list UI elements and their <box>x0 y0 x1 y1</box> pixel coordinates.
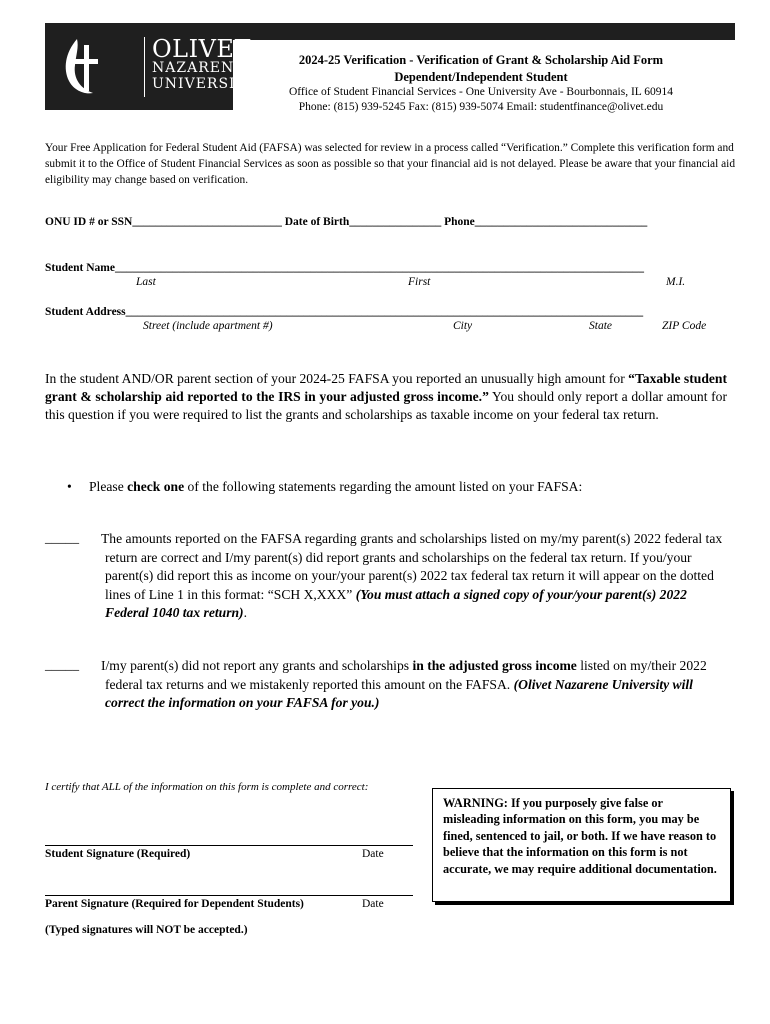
name-last-label: Last <box>136 276 156 288</box>
logo-text-olivet: OLIVET <box>152 35 251 63</box>
student-name-field[interactable]: Student Name____________________________________________________________________________________________ <box>45 262 644 274</box>
option1-checkbox-blank[interactable]: _____ <box>45 530 79 545</box>
parent-signature-line[interactable] <box>45 895 413 896</box>
name-mi-label: M.I. <box>666 276 686 288</box>
university-logo <box>45 23 257 110</box>
student-signature-line[interactable] <box>45 845 413 846</box>
name-first-label: First <box>408 276 431 288</box>
warning-box: WARNING: If you purposely give false or misleading information on this form, you may be fined, sentenced to jail, or both. If we have reason to believe that the information on this form is not accurate, we may require additional documentation. <box>432 788 731 902</box>
address-city-label: City <box>453 320 473 332</box>
parent-signature-label: Parent Signature (Required for Dependent Students) <box>45 898 304 910</box>
intro-text: Your Free Application for Federal Student Aid (FAFSA) was selected for review in a process called “Verification.” Complete this verification form and submit it to the Office of Student Financial Services as soon as possible so that your financial aid is not delayed. Please be aware that your financial aid eligibility may change based on verification. <box>45 142 736 186</box>
instruction-bullet: • Please check one of the following statements regarding the amount listed on your FAFSA: <box>67 479 583 494</box>
office-address: Office of Student Financial Services - One University Ave - Bourbonnais, IL 60914 <box>289 86 673 98</box>
logo-divider <box>144 37 145 97</box>
address-zip-label: ZIP Code <box>662 320 707 332</box>
certify-statement: I certify that ALL of the information on this form is complete and correct: <box>45 781 369 793</box>
fafsa-question-name: “Taxable student grant & scholarship aid reported to the IRS in your adjusted gross income.” <box>45 371 727 404</box>
main-paragraph: In the student AND/OR parent section of your 2024-25 FAFSA you reported an unusually high amount for “Taxable student grant & scholarship aid reported to the IRS in your adjusted gross income.” You should only report a dollar amount for this question if you were required to list the grants and scholarships as taxable income on your federal tax return. <box>45 371 727 422</box>
address-street-label: Street (include apartment #) <box>143 320 273 332</box>
flame-cross-icon <box>63 35 109 99</box>
bullet-icon: • <box>67 479 72 494</box>
address-state-label: State <box>589 320 612 332</box>
option2-checkbox-blank[interactable]: _____ <box>45 657 79 672</box>
form-subtitle: Dependent/Independent Student <box>394 70 568 84</box>
logo-text-university: UNIVERSITY <box>152 76 257 92</box>
student-address-field[interactable]: Student Address__________________________________________________________________________________________ <box>45 306 644 318</box>
student-date-label: Date <box>362 848 384 860</box>
student-signature-label: Student Signature (Required) <box>45 848 191 860</box>
id-dob-phone-field[interactable]: ONU ID # or SSN__________________________ Date of Birth________________ Phone______________________________ <box>45 216 648 228</box>
form-title: 2024-25 Verification - Verification of Grant & Scholarship Aid Form <box>298 53 664 67</box>
logo-text-nazarene: NAZARENE <box>152 60 246 76</box>
option1-text: The amounts reported on the FAFSA regarding grants and scholarships listed on my/my parent(s) 2022 federal tax return are correct and I/my parent(s) did report grants and scholarships on the federal tax return. If you/your parent(s) did report this as income on your/your parent(s) 2022 tax federal tax return it will appear on the dotted lines of Line 1 in this format: “SCH X,XXX” (You must attach a signed copy of your/your parent(s) 2022 Federal 1040 tax return). <box>101 531 723 620</box>
typed-signature-note: (Typed signatures will NOT be accepted.) <box>45 924 248 936</box>
parent-date-label: Date <box>362 898 384 910</box>
option2-text: I/my parent(s) did not report any grants and scholarships in the adjusted gross income listed on my/their 2022 federal tax returns and we mistakenly reported this amount on the FAFSA. (Olivet Nazarene University will correct the information on your FAFSA for you.) <box>101 658 707 710</box>
office-contact: Phone: (815) 939-5245 Fax: (815) 939-5074 Email: studentfinance@olivet.edu <box>298 101 664 113</box>
